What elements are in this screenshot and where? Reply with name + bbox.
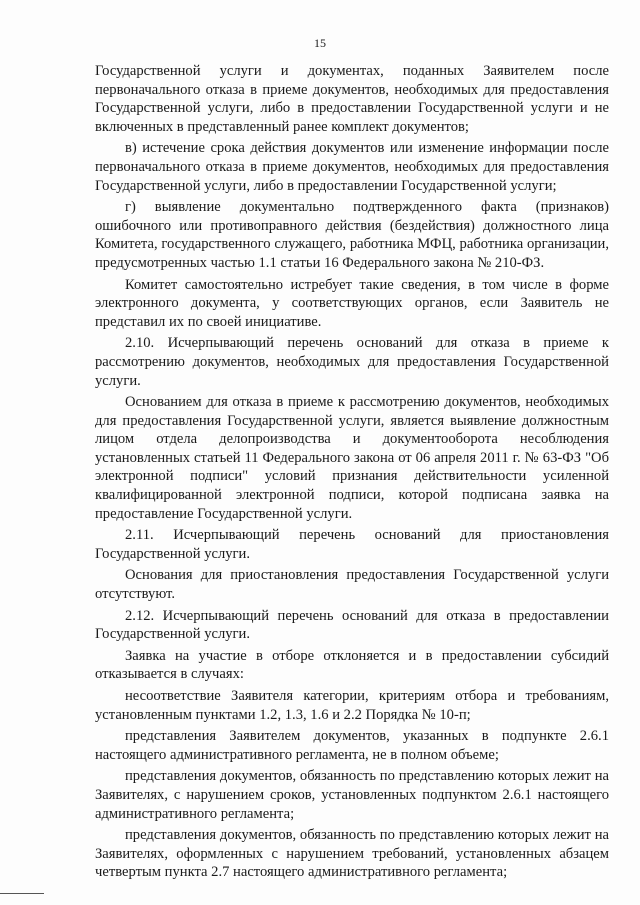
page-number: 15 <box>314 36 326 50</box>
paragraph: Комитет самостоятельно истребует такие сведения, в том числе в форме электронного документа, у соответствующих органов, если Заявитель не представил их по своей инициативе. <box>95 276 609 330</box>
paragraph: г) выявление документально подтвержденного факта (признаков) ошибочного или противоправного действия (бездействия) должностного лица Комитета, государственного служащего, работника МФЦ, работника организации, предусмотренных частью 1.1 статьи 16 Федерального закона № 210-ФЗ. <box>95 199 609 271</box>
paragraph: Основанием для отказа в приеме к рассмотрению документов, необходимых для предоставления Государственной услуги, является выявление должностным лицом отдела делопроизводства и документооборота несоблюдения установленных статьей 11 Федерального закона от 06 апреля 2011 г. № 63-ФЗ "Об электронной подписи" условий признания действительности усиленной квалифицированной электронной подписи, которой подписана заявка на предоставление Государственной услуги. <box>95 394 609 522</box>
section-heading: 2.12. Исчерпывающий перечень оснований для отказа в предоставлении Государственной услуги. <box>95 607 609 643</box>
list-item: несоответствие Заявителя категории, критериям отбора и требованиям, установленным пунктами 1.2, 1.3, 1.6 и 2.2 Порядка № 10-п; <box>95 688 609 723</box>
paragraph: Основания для приостановления предоставления Государственной услуги отсутствуют. <box>95 567 609 603</box>
document-body <box>95 62 609 885</box>
list-item: представления документов, обязанность по представлению которых лежит на Заявителях, оформленных с нарушением требований, установленных абзацем четвертым пункта 2.7 настоящего административного регламента; <box>95 827 609 881</box>
footnote-rule <box>0 893 44 894</box>
paragraph: Государственной услуги и документах, поданных Заявителем после первоначального отказа в приеме документов, необходимых для предоставления Государственной услуги, либо в предоставлении Государственной услуги и не включенных в представленный ранее комплект документов; <box>95 63 609 135</box>
list-item: представления документов, обязанность по представлению которых лежит на Заявителях, с нарушением сроков, установленных подпунктом 2.6.1 настоящего административного регламента; <box>95 768 609 822</box>
paragraph: в) истечение срока действия документов или изменение информации после первоначального отказа в приеме документов, необходимых для предоставления Государственной услуги, либо в предоставлении Государственной услуги; <box>95 140 609 194</box>
paragraph: Заявка на участие в отборе отклоняется и в предоставлении субсидий отказывается в случаях: <box>95 647 609 683</box>
section-heading: 2.11. Исчерпывающий перечень оснований для приостановления Государственной услуги. <box>95 527 609 562</box>
list-item: представления Заявителем документов, указанных в подпункте 2.6.1 настоящего административного регламента, не в полном объеме; <box>95 728 609 763</box>
section-heading: 2.10. Исчерпывающий перечень оснований для отказа в приеме к рассмотрению документов, необходимых для предоставления Государственной услуги. <box>95 335 609 389</box>
